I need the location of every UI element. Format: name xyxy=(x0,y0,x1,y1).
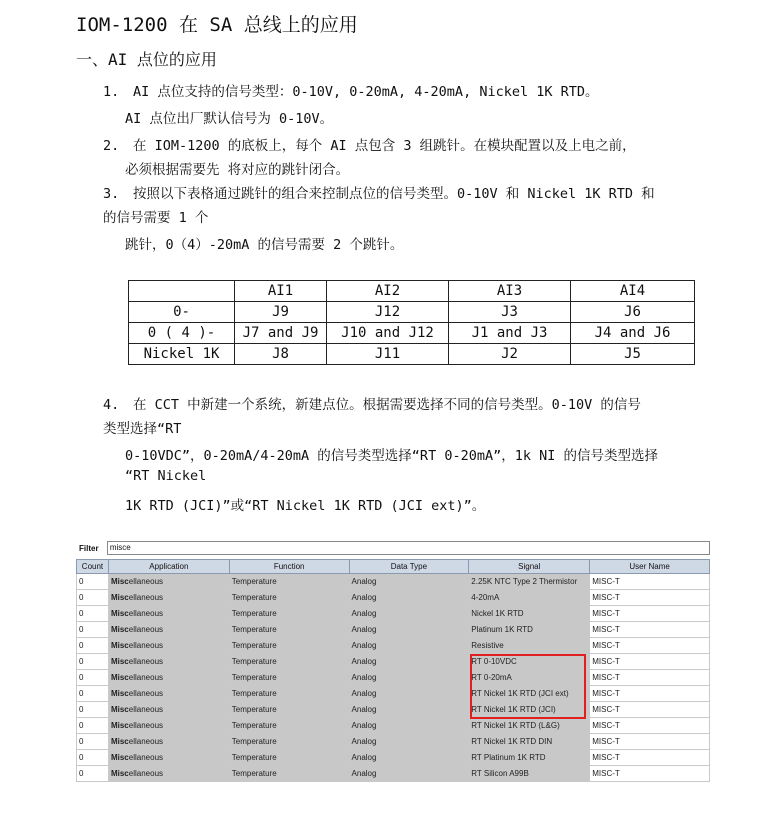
table-row[interactable] xyxy=(77,718,710,734)
user-name-cell: MISC-T xyxy=(590,734,710,750)
signal-cell: 4-20mA xyxy=(469,590,590,606)
line-text: 类型选择“RT xyxy=(103,421,182,437)
grid-column-header[interactable]: Application xyxy=(108,560,229,574)
line-text: “RT Nickel xyxy=(125,468,207,484)
table-row[interactable] xyxy=(77,590,710,606)
filter-match-text: Misc xyxy=(110,673,129,682)
filter-match-text: Misc xyxy=(110,689,129,698)
grid-column-header[interactable]: User Name xyxy=(590,560,710,574)
signal-cell: RT Nickel 1K RTD (L&G) xyxy=(469,718,590,734)
data-type-cell: Analog xyxy=(349,574,469,590)
signal-cell: RT Nickel 1K RTD DIN xyxy=(469,734,590,750)
function-cell: Temperature xyxy=(229,590,349,606)
application-cell xyxy=(108,766,229,782)
filter-match-text: Misc xyxy=(110,625,129,634)
section-heading: 一、AI 点位的应用 xyxy=(76,50,217,69)
line-text: 跳针，0（4）-20mA 的信号需要 2 个跳针。 xyxy=(125,237,404,253)
table-row[interactable] xyxy=(77,686,710,702)
jumper-cell: AI3 xyxy=(449,281,571,302)
count-cell: 0 xyxy=(77,574,109,590)
jumper-cell: J1 and J3 xyxy=(449,323,571,344)
data-type-cell: Analog xyxy=(349,606,469,622)
body-line xyxy=(103,182,655,202)
application-text: ellaneous xyxy=(128,577,164,586)
table-row[interactable] xyxy=(77,622,710,638)
jumper-cell: J7 and J9 xyxy=(235,323,327,344)
application-text: ellaneous xyxy=(128,625,164,634)
data-type-cell: Analog xyxy=(349,702,469,718)
application-cell xyxy=(108,750,229,766)
table-row[interactable] xyxy=(77,638,710,654)
count-cell: 0 xyxy=(77,670,109,686)
list-number: 4. xyxy=(103,397,120,413)
jumper-table xyxy=(128,280,695,365)
filter-match-text: Misc xyxy=(110,657,129,666)
signal-cell: RT Nickel 1K RTD (JCI ext) xyxy=(469,686,590,702)
function-cell: Temperature xyxy=(229,734,349,750)
user-name-cell: MISC-T xyxy=(590,686,710,702)
jumper-cell xyxy=(129,281,235,302)
line-text: 必须根据需要先 将对应的跳针闭合。 xyxy=(125,162,350,178)
application-text: ellaneous xyxy=(128,737,164,746)
function-cell: Temperature xyxy=(229,686,349,702)
body-line xyxy=(103,206,208,226)
count-cell: 0 xyxy=(77,766,109,782)
application-cell xyxy=(108,574,229,590)
jumper-cell: 0 ( 4 )- xyxy=(129,323,235,344)
application-cell xyxy=(108,718,229,734)
table-row[interactable] xyxy=(77,574,710,590)
signal-cell: RT 0-10VDC xyxy=(469,654,590,670)
filter-match-text: Misc xyxy=(110,641,129,650)
table-row[interactable] xyxy=(77,750,710,766)
application-text: ellaneous xyxy=(128,705,164,714)
application-cell xyxy=(108,622,229,638)
signal-cell: RT Nickel 1K RTD (JCI) xyxy=(469,702,590,718)
user-name-cell: MISC-T xyxy=(590,606,710,622)
jumper-cell: AI1 xyxy=(235,281,327,302)
data-type-cell: Analog xyxy=(349,590,469,606)
application-cell xyxy=(108,654,229,670)
data-type-cell: Analog xyxy=(349,718,469,734)
application-text: ellaneous xyxy=(128,641,164,650)
data-type-cell: Analog xyxy=(349,750,469,766)
filter-match-text: Misc xyxy=(110,577,129,586)
function-cell: Temperature xyxy=(229,654,349,670)
jumper-cell: J12 xyxy=(327,302,449,323)
application-text: ellaneous xyxy=(128,657,164,666)
function-cell: Temperature xyxy=(229,670,349,686)
jumper-cell: J9 xyxy=(235,302,327,323)
function-cell: Temperature xyxy=(229,766,349,782)
function-cell: Temperature xyxy=(229,638,349,654)
data-type-cell: Analog xyxy=(349,734,469,750)
application-text: ellaneous xyxy=(128,689,164,698)
application-text: ellaneous xyxy=(128,721,164,730)
application-cell xyxy=(108,734,229,750)
application-text: ellaneous xyxy=(128,609,164,618)
function-cell: Temperature xyxy=(229,622,349,638)
function-cell: Temperature xyxy=(229,718,349,734)
data-type-cell: Analog xyxy=(349,670,469,686)
application-text: ellaneous xyxy=(128,753,164,762)
function-cell: Temperature xyxy=(229,702,349,718)
jumper-row xyxy=(129,302,695,323)
data-type-cell: Analog xyxy=(349,622,469,638)
body-line xyxy=(103,393,641,413)
user-name-cell: MISC-T xyxy=(590,574,710,590)
line-text: 按照以下表格通过跳针的组合来控制点位的信号类型。0-10V 和 Nickel 1K RTD 和 xyxy=(133,186,655,202)
line-text: 在 IOM-1200 的底板上，每个 AI 点包含 3 组跳针。在模块配置以及上电之前， xyxy=(133,138,636,154)
list-number: 3. xyxy=(103,186,120,202)
body-line xyxy=(103,134,636,154)
doc-title: IOM-1200 在 SA 总线上的应用 xyxy=(76,14,358,36)
grid-column-header[interactable]: Function xyxy=(229,560,349,574)
application-cell xyxy=(108,590,229,606)
body-line xyxy=(103,417,181,437)
table-row[interactable] xyxy=(77,702,710,718)
function-cell: Temperature xyxy=(229,606,349,622)
signal-cell: Resistive xyxy=(469,638,590,654)
signal-cell: 2.25K NTC Type 2 Thermistor xyxy=(469,574,590,590)
application-text: ellaneous xyxy=(128,769,164,778)
jumper-cell: J2 xyxy=(449,344,571,365)
filter-match-text: Misc xyxy=(110,609,129,618)
filter-match-text: Misc xyxy=(110,769,129,778)
count-cell: 0 xyxy=(77,638,109,654)
application-cell xyxy=(108,702,229,718)
application-cell xyxy=(108,670,229,686)
body-line xyxy=(125,107,333,127)
body-line xyxy=(103,80,598,100)
data-type-cell: Analog xyxy=(349,686,469,702)
line-text: AI 点位支持的信号类型：0-10V, 0-20mA, 4-20mA, Nickel 1K RTD。 xyxy=(133,84,599,100)
user-name-cell: MISC-T xyxy=(590,766,710,782)
user-name-cell: MISC-T xyxy=(590,670,710,686)
jumper-cell: AI4 xyxy=(571,281,695,302)
table-row[interactable] xyxy=(77,734,710,750)
jumper-cell: J11 xyxy=(327,344,449,365)
jumper-cell: J10 and J12 xyxy=(327,323,449,344)
count-cell: 0 xyxy=(77,654,109,670)
body-line xyxy=(125,233,403,253)
signal-cell: RT Platinum 1K RTD xyxy=(469,750,590,766)
filter-input[interactable]: misce xyxy=(107,541,710,555)
user-name-cell: MISC-T xyxy=(590,750,710,766)
list-number: 2. xyxy=(103,138,120,154)
filter-match-text: Misc xyxy=(110,737,129,746)
jumper-row xyxy=(129,344,695,365)
jumper-row xyxy=(129,323,695,344)
data-type-cell: Analog xyxy=(349,766,469,782)
count-cell: 0 xyxy=(77,590,109,606)
filter-match-text: Misc xyxy=(110,705,129,714)
table-row[interactable] xyxy=(77,654,710,670)
data-type-cell: Analog xyxy=(349,638,469,654)
jumper-cell: AI2 xyxy=(327,281,449,302)
function-cell: Temperature xyxy=(229,574,349,590)
list-number: 1. xyxy=(103,84,120,100)
line-text: 的信号需要 1 个 xyxy=(103,210,209,226)
table-row[interactable] xyxy=(77,766,710,782)
signal-cell: Nickel 1K RTD xyxy=(469,606,590,622)
filter-bar xyxy=(76,539,710,557)
signal-grid xyxy=(76,559,710,782)
signal-cell: Platinum 1K RTD xyxy=(469,622,590,638)
application-text: ellaneous xyxy=(128,593,164,602)
cct-screenshot xyxy=(76,539,710,783)
jumper-cell: J4 and J6 xyxy=(571,323,695,344)
body-line xyxy=(125,444,658,464)
jumper-cell: J6 xyxy=(571,302,695,323)
grid-column-header[interactable]: Data Type xyxy=(349,560,469,574)
grid-column-header[interactable]: Count xyxy=(77,560,109,574)
body-line xyxy=(125,468,206,484)
jumper-cell: J8 xyxy=(235,344,327,365)
application-cell xyxy=(108,606,229,622)
table-row[interactable] xyxy=(77,606,710,622)
count-cell: 0 xyxy=(77,702,109,718)
grid-column-header[interactable]: Signal xyxy=(469,560,590,574)
signal-highlight-box xyxy=(470,654,586,719)
filter-match-text: Misc xyxy=(110,721,129,730)
count-cell: 0 xyxy=(77,750,109,766)
table-row[interactable] xyxy=(77,670,710,686)
user-name-cell: MISC-T xyxy=(590,718,710,734)
user-name-cell: MISC-T xyxy=(590,702,710,718)
user-name-cell: MISC-T xyxy=(590,622,710,638)
line-text: 0-10VDC”，0-20mA/4-20mA 的信号类型选择“RT 0-20mA”，1k NI 的信号类型选择 xyxy=(125,448,658,464)
body-line xyxy=(125,494,485,514)
application-text: ellaneous xyxy=(128,673,164,682)
user-name-cell: MISC-T xyxy=(590,590,710,606)
line-text: 1K RTD (JCI)”或“RT Nickel 1K RTD (JCI ext)”。 xyxy=(125,498,486,514)
body-line xyxy=(125,158,349,178)
count-cell: 0 xyxy=(77,606,109,622)
data-type-cell: Analog xyxy=(349,654,469,670)
count-cell: 0 xyxy=(77,718,109,734)
filter-match-text: Misc xyxy=(110,753,129,762)
count-cell: 0 xyxy=(77,622,109,638)
jumper-cell: 0- xyxy=(129,302,235,323)
line-text: 在 CCT 中新建一个系统，新建点位。根据需要选择不同的信号类型。0-10V 的信号 xyxy=(133,397,641,413)
count-cell: 0 xyxy=(77,686,109,702)
jumper-cell: J5 xyxy=(571,344,695,365)
jumper-cell: Nickel 1K xyxy=(129,344,235,365)
jumper-cell: J3 xyxy=(449,302,571,323)
filter-label: Filter xyxy=(79,543,99,553)
signal-cell: RT 0-20mA xyxy=(469,670,590,686)
user-name-cell: MISC-T xyxy=(590,654,710,670)
count-cell: 0 xyxy=(77,734,109,750)
signal-cell: RT Silicon A99B xyxy=(469,766,590,782)
line-text: AI 点位出厂默认信号为 0-10V。 xyxy=(125,111,334,127)
function-cell: Temperature xyxy=(229,750,349,766)
filter-match-text: Misc xyxy=(110,593,129,602)
application-cell xyxy=(108,638,229,654)
user-name-cell: MISC-T xyxy=(590,638,710,654)
application-cell xyxy=(108,686,229,702)
jumper-header-row xyxy=(129,281,695,302)
